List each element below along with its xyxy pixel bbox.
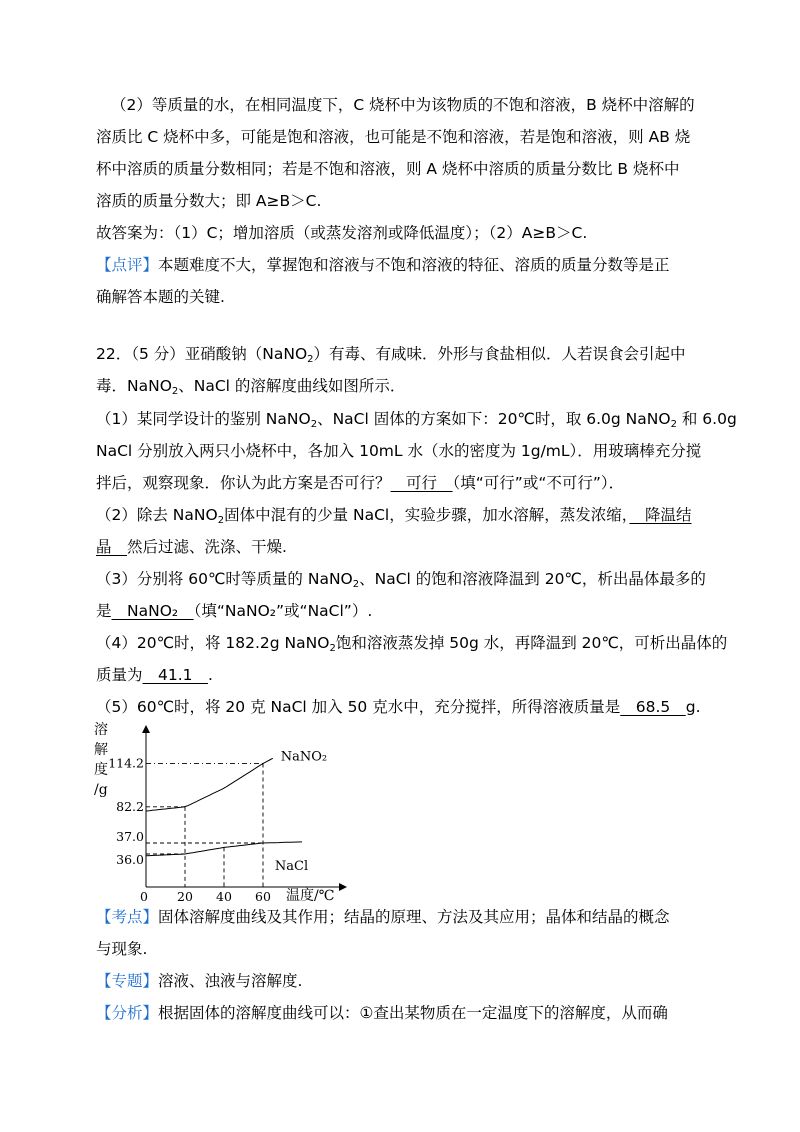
q22-part4-line-1: （4）20℃时，将 182.2g NaNO$_2$饱和溶液蒸发掉 50g 水，再降温到 20℃，可析出晶体的 — [96, 634, 728, 654]
guide-lines — [146, 763, 263, 887]
answer-blank-2b: 晶 — [96, 538, 128, 556]
kaodian-line-1: 【考点】固体溶解度曲线及其作用；结晶的原理、方法及其应用；晶体和结晶的概念 — [96, 908, 670, 926]
y-axis-label-char: /g — [94, 782, 108, 798]
part2-line-3: 杯中溶质的质量分数相同；若是不饱和溶液，则 A 烧杯中溶质的质量分数比 B 烧杯中 — [96, 160, 680, 178]
y-tick-label: 82.2 — [116, 798, 144, 814]
review-text: 本题难度不大，掌握饱和溶液与不饱和溶液的特征、溶质的质量分数等是正 — [158, 256, 670, 274]
x-ticks — [140, 889, 271, 904]
y-tick-label: 37.0 — [116, 829, 144, 844]
fenxi-line: 【分析】根据固体的溶解度曲线可以：①查出某物质在一定温度下的溶解度，从而确 — [96, 1004, 668, 1022]
series-label-nano2: NaNO₂ — [280, 749, 328, 765]
y-axis-label-char: 解 — [94, 742, 108, 758]
q22-part1-line-3: 拌后，观察现象．你认为此方案是否可行？ 可行 （填“可行”或“不可行”）． — [96, 474, 625, 492]
y-tick-label: 36.0 — [116, 852, 144, 867]
fenxi-tag: 【分析】 — [96, 1004, 159, 1022]
answer-blank-3: NaNO₂ — [111, 602, 194, 620]
q22-heading-2: 毒．NaNO$_2$、NaCl 的溶解度曲线如图所示． — [96, 377, 406, 397]
answer-blank-1: 可行 — [390, 474, 453, 492]
y-tick-label: 114.2 — [108, 755, 144, 771]
part2-line-4: 溶质的质量分数大；即 A≥B＞C. — [96, 192, 322, 210]
zhuanti-line: 【专题】溶液、浊液与溶解度. — [96, 972, 303, 990]
x-tick-label: 0 — [140, 889, 148, 904]
answer-blank-2a: 降温结 — [629, 506, 692, 524]
solubility-chart — [90, 722, 370, 910]
x-tick-label: 40 — [216, 889, 232, 904]
q22-part2-line-2: 晶 然后过滤、洗涤、干燥. — [96, 538, 287, 556]
series-label-nacl: NaCl — [274, 859, 309, 874]
review-line-1 — [96, 254, 670, 276]
kaodian-line-2: 与现象. — [96, 940, 148, 958]
q22-part2-line-1: （2）除去 NaNO$_2$固体中混有的少量 NaCl，实验步骤，加水溶解，蒸发浓缩， 降温结 — [96, 506, 692, 526]
q22-part1-line-2: NaCl 分别放入两只小烧杯中，各加入 10mL 水（水的密度为 1g/mL）．用玻璃棒充分搅 — [96, 442, 702, 460]
y-axis-label — [94, 722, 108, 798]
q22-part3-line-1: （3）分别将 60℃时等质量的 NaNO$_2$、NaCl 的饱和溶液降温到 20℃，析出晶体最多的 — [96, 570, 706, 590]
q22-part1-line-1: （1）某同学设计的鉴别 NaNO$_2$、NaCl 固体的方案如下：20℃时，取 6.0g NaNO$_2$ 和 6.0g — [96, 410, 737, 430]
review-line-2: 确解答本题的关键. — [96, 288, 225, 306]
x-tick-label: 60 — [255, 889, 271, 904]
review-tag: 【点评】 — [96, 256, 159, 274]
series-group — [146, 749, 327, 874]
q22-heading-1: 22．（5 分）亚硝酸钠（NaNO$_2$）有毒、有咸味．外形与食盐相似．人若误食会引起中 — [96, 345, 686, 365]
q22-part5-line: （5）60℃时，将 20 克 NaCl 加入 50 克水中，充分搅拌，所得溶液质量是 68.5 g. — [96, 698, 701, 716]
q22-part3-line-2: 是 NaNO₂ （填“NaNO₂”或“NaCl”）. — [96, 602, 373, 620]
zhuanti-tag: 【专题】 — [96, 972, 159, 990]
answer-line: 故答案为：（1）C；增加溶质（或蒸发溶剂或降低温度）；（2）A≥B＞C. — [96, 224, 588, 242]
part2-line-2: 溶质比 C 烧杯中多，可能是饱和溶液，也可能是不饱和溶液，若是饱和溶液，则 AB 烧 — [96, 128, 691, 146]
answer-blank-4: 41.1 — [142, 666, 209, 684]
x-axis-label: 温度/℃ — [286, 888, 335, 904]
q22-part4-line-2: 质量为 41.1 . — [96, 666, 213, 684]
y-axis-label-char: 溶 — [94, 722, 108, 738]
kaodian-tag: 【考点】 — [96, 908, 159, 926]
x-tick-label: 20 — [177, 889, 193, 904]
answer-blank-5: 68.5 — [620, 698, 686, 716]
y-ticks — [108, 755, 144, 867]
y-axis-label-char: 度 — [94, 762, 108, 778]
series-line-nano2 — [146, 758, 273, 811]
part2-line-1: （2）等质量的水，在相同温度下，C 烧杯中为该物质的不饱和溶液，B 烧杯中溶解的 — [111, 96, 695, 114]
